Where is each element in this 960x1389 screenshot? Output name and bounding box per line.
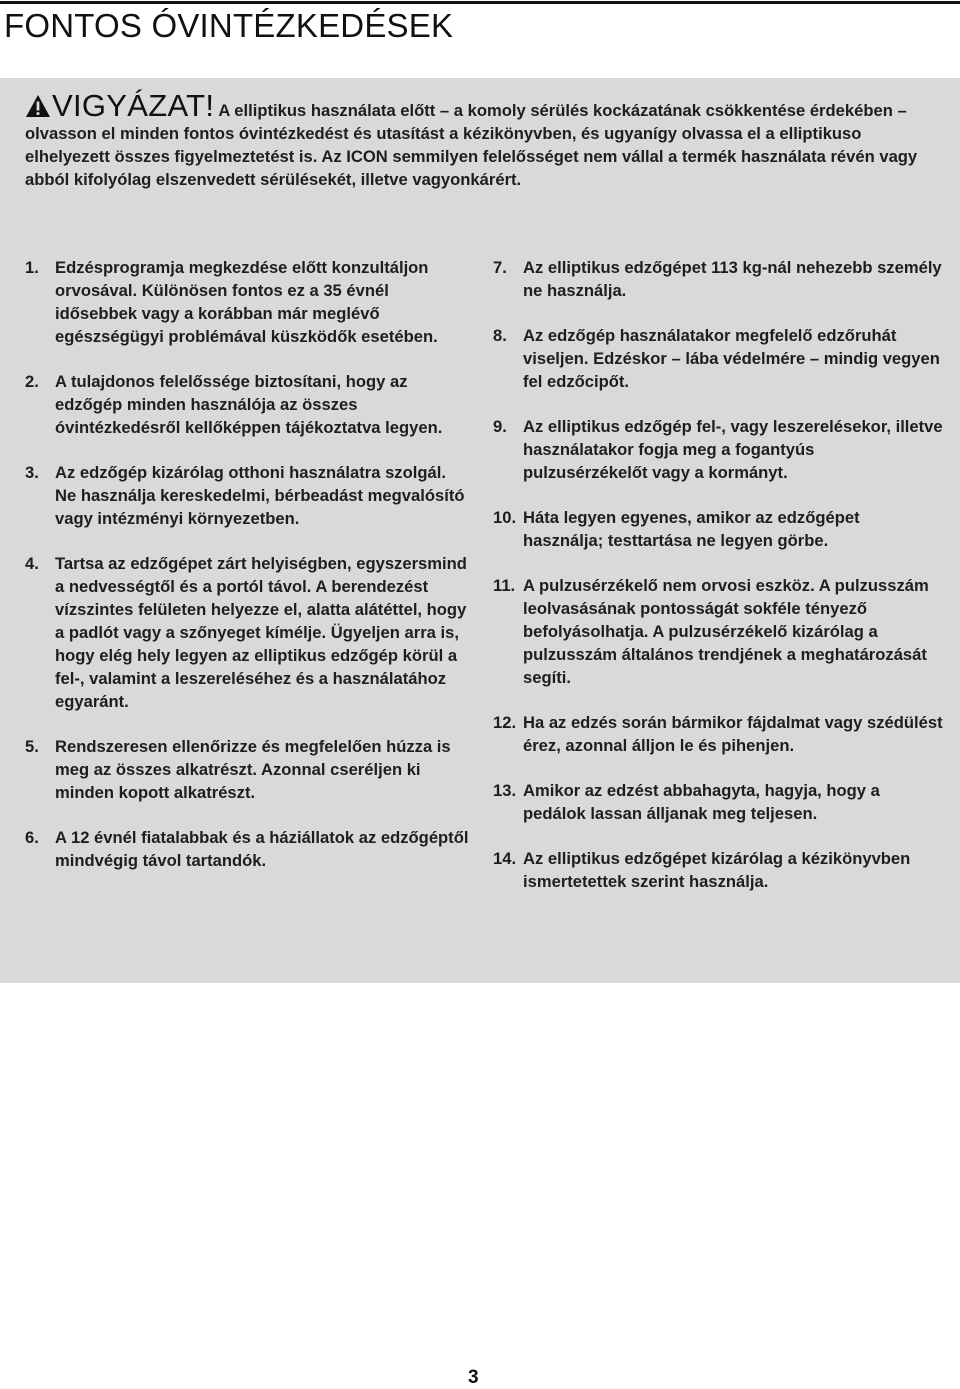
item-text: Az edzőgép használatakor megfelelő edzőruhát viseljen. Edzéskor – lába védelmére – mindig vegyen fel edzőcipőt. bbox=[523, 326, 940, 391]
item-number: 8. bbox=[493, 326, 507, 345]
item-text: A tulajdonos felelőssége biztosítani, hogy az edzőgép minden használója az összes óvintézkedésről kellőképpen tájékoztatva legyen. bbox=[55, 372, 443, 437]
item-number: 10. bbox=[493, 508, 517, 527]
item-number: 6. bbox=[25, 828, 39, 847]
page-number: 3 bbox=[468, 1367, 479, 1388]
item-text: Háta legyen egyenes, amikor az edzőgépet használja; testtartása ne legyen görbe. bbox=[523, 508, 860, 550]
item-text: Tartsa az edzőgépet zárt helyiségben, egyszersmind a nedvességtől és a portól távol. A berendezést vízszintes felületen helyezze el, alatta alátéttel, hogy a padlót vagy a szőnyeget kímélje. Ügyeljen arra is, hogy elég hely legyen az elliptikus edzőgép körül a fel-, valamint a leszereléséhez és a használatához egyaránt. bbox=[55, 554, 467, 711]
precautions-list-left bbox=[25, 256, 470, 872]
list-item bbox=[25, 256, 470, 348]
item-number: 2. bbox=[25, 372, 39, 391]
warning-paragraph bbox=[25, 88, 930, 191]
warning-triangle-icon bbox=[25, 94, 51, 118]
list-item bbox=[25, 826, 470, 872]
item-text: Amikor az edzést abbahagyta, hagyja, hogy a pedálok lassan álljanak meg teljesen. bbox=[523, 781, 880, 823]
item-text: Ha az edzés során bármikor fájdalmat vagy szédülést érez, azonnal álljon le és pihenjen. bbox=[523, 713, 943, 755]
list-item bbox=[493, 324, 943, 393]
top-rule bbox=[0, 1, 960, 4]
item-number: 5. bbox=[25, 737, 39, 756]
item-text: Az elliptikus edzőgépet kizárólag a kézikönyvben ismertetettek szerint használja. bbox=[523, 849, 911, 891]
item-text: A 12 évnél fiatalabbak és a háziállatok az edzőgéptől mindvégig távol tartandók. bbox=[55, 828, 469, 870]
list-item bbox=[25, 370, 470, 439]
list-item bbox=[493, 256, 943, 302]
list-item bbox=[493, 847, 943, 893]
item-text: Edzésprogramja megkezdése előtt konzultáljon orvosával. Különösen fontos ez a 35 évnél idősebbek vagy a korábban már meglévő egészségügyi problémával küszködők esetében. bbox=[55, 258, 438, 346]
list-item bbox=[493, 779, 943, 825]
warning-text: A elliptikus használata előtt – a komoly sérülés kockázatának csökkentése érdekében – olvasson el minden fontos óvintézkedést és utasítást a kézikönyvben, és ugyanígy olvassa el a elliptikuso elhelyezett összes figyelmeztetést is. Az ICON semmilyen felelősséget nem vállal a termék használata révén vagy abból kifolyólag elszenvedett sérülésekét, illetve vagyonkárért. bbox=[25, 101, 918, 189]
list-item bbox=[493, 711, 943, 757]
item-number: 3. bbox=[25, 463, 39, 482]
list-item bbox=[25, 552, 470, 713]
list-item bbox=[493, 574, 943, 689]
list-item bbox=[25, 461, 470, 530]
item-text: Rendszeresen ellenőrizze és megfelelően húzza is meg az összes alkatrészt. Azonnal cseréljen ki minden kopott alkatrészt. bbox=[55, 737, 451, 802]
item-text: Az edzőgép kizárólag otthoni használatra szolgál. Ne használja kereskedelmi, bérbeadást megvalósító vagy intézményi környezetben. bbox=[55, 463, 465, 528]
item-text: Az elliptikus edzőgépet 113 kg-nál nehezebb személy ne használja. bbox=[523, 258, 942, 300]
warning-heading-label: VIGYÁZAT! bbox=[52, 88, 215, 123]
item-number: 9. bbox=[493, 417, 507, 436]
item-text: Az elliptikus edzőgép fel-, vagy leszerelésekor, illetve használatakor fogja meg a fogantyús pulzusérzékelőt vagy a kormányt. bbox=[523, 417, 943, 482]
precautions-list-right bbox=[493, 256, 943, 893]
item-number: 7. bbox=[493, 258, 507, 277]
item-number: 13. bbox=[493, 781, 517, 800]
item-text: A pulzusérzékelő nem orvosi eszköz. A pulzusszám leolvasásának pontosságát sokféle tényező befolyásolhatja. A pulzusérzékelő kizárólag a pulzusszám általános trendjének a meghatározását segíti. bbox=[523, 576, 929, 687]
item-number: 4. bbox=[25, 554, 39, 573]
item-number: 11. bbox=[493, 576, 516, 595]
list-item bbox=[25, 735, 470, 804]
list-item bbox=[493, 415, 943, 484]
list-item bbox=[493, 506, 943, 552]
item-number: 14. bbox=[493, 849, 517, 868]
warning-heading bbox=[25, 88, 214, 123]
item-number: 1. bbox=[25, 258, 39, 277]
item-number: 12. bbox=[493, 713, 517, 732]
page-title: FONTOS ÓVINTÉZKEDÉSEK bbox=[4, 7, 454, 44]
